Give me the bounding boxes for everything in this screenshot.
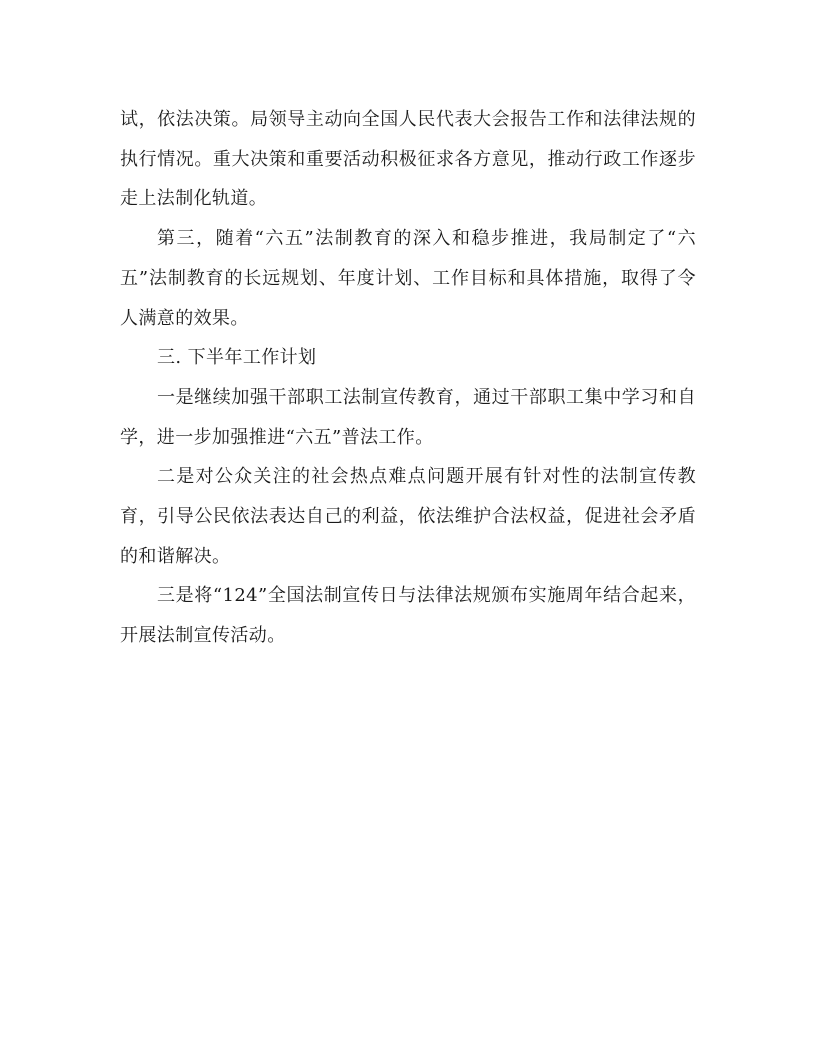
paragraph-plan-item-3: 三是将“124”全国法制宣传日与法律法规颁布实施周年结合起来，开展法制宣传活动。 [120, 585, 696, 647]
document-body [120, 100, 696, 656]
section-heading-next-half-plan: 三. 下半年工作计划 [157, 347, 317, 369]
paragraph-plan-item-2: 二是对公众关注的社会热点难点问题开展有针对性的法制宣传教育，引导公民依法表达自己的利益，依法维护合法权益，促进社会矛盾的和谐解决。 [120, 466, 696, 567]
paragraph-plan-item-1: 一是继续加强干部职工法制宣传教育，通过干部职工集中学习和自学，进一步加强推进“六五”普法工作。 [120, 386, 696, 448]
paragraph-continuation: 试，依法决策。局领导主动向全国人民代表大会报告工作和法律法规的执行情况。重大决策和重要活动积极征求各方意见，推动行政工作逐步走上法制化轨道。 [120, 109, 696, 210]
paragraph-third-point: 第三，随着“六五”法制教育的深入和稳步推进，我局制定了“六五”法制教育的长远规划、年度计划、工作目标和具体措施，取得了令人满意的效果。 [120, 228, 696, 329]
